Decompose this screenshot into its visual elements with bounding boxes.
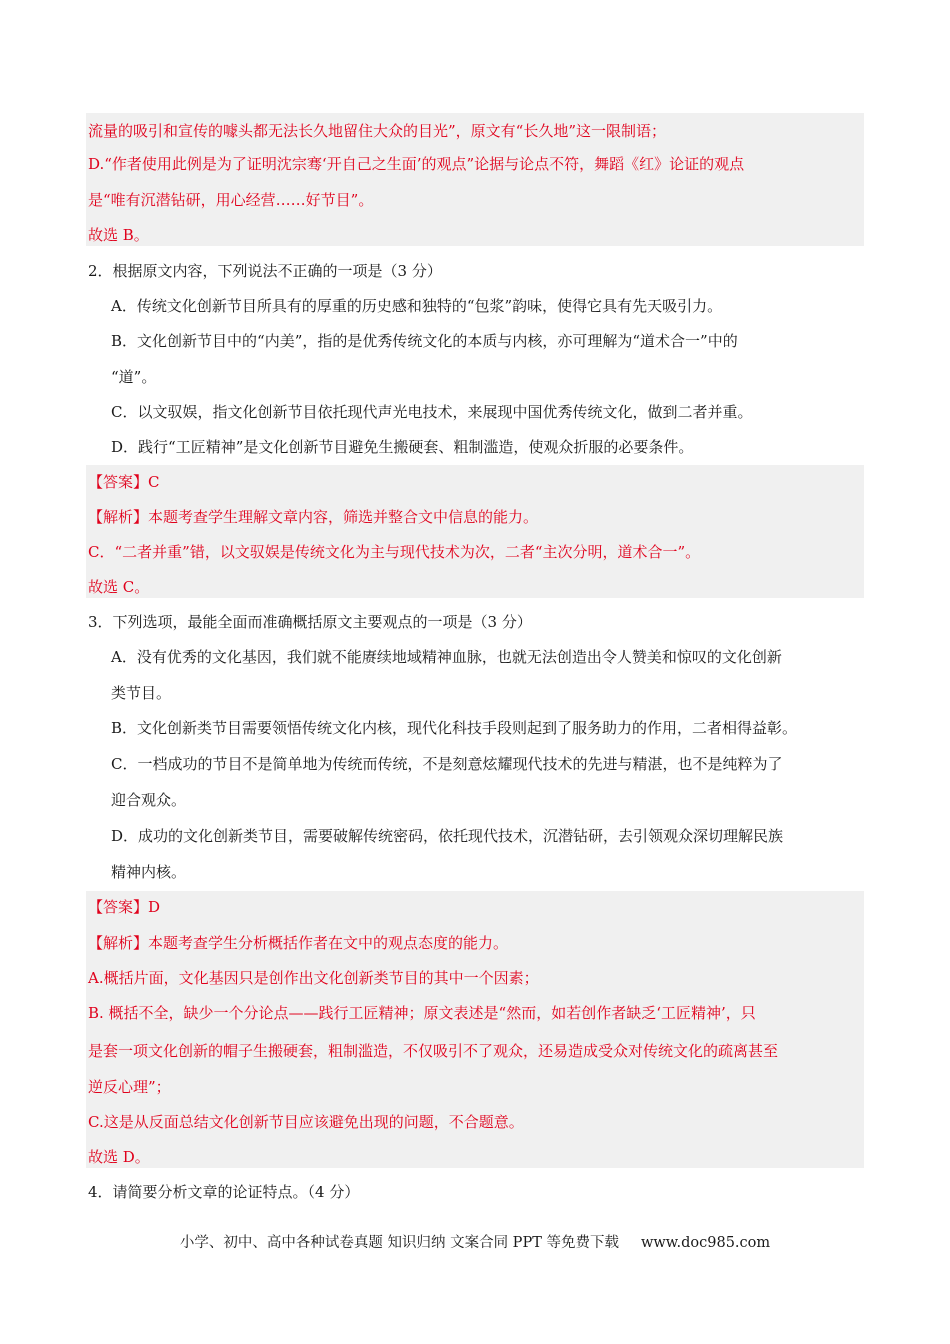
- q2-conclusion: 故选 C。: [88, 578, 150, 596]
- q3-analysis: A.概括片面，文化基因只是创作出文化创新类节目的其中一个因素；: [88, 969, 539, 987]
- q2-option-c: C．以文驭娱，指文化创新节目依托现代声光电技术，来展现中国优秀传统文化，做到二者并重。: [111, 403, 753, 421]
- footer-text: 小学、初中、高中各种试卷真题 知识归纳 文案合同 PPT 等免费下载: [179, 1235, 619, 1251]
- q3-option-d: D．成功的文化创新类节目，需要破解传统密码，依托现代技术，沉潜钻研，去引领观众深切理解民族: [111, 827, 784, 845]
- page-footer: [0, 1231, 950, 1252]
- analysis-line: 是“唯有沉潜钻研，用心经营……好节目”。: [88, 191, 374, 209]
- q3-option-b: B．文化创新类节目需要领悟传统文化内核，现代化科技手段则起到了服务助力的作用，二者相得益彰。: [111, 719, 798, 737]
- q2-option-a: A．传统文化创新节目所具有的厚重的历史感和独特的“包浆”韵味，使得它具有先天吸引力。: [111, 297, 723, 315]
- q3-answer: 【答案】D: [88, 898, 161, 916]
- q3-analysis: 是套一项文化创新的帽子生搬硬套，粗制滥造，不仅吸引不了观众，还易造成受众对传统文化的疏离甚至: [88, 1042, 779, 1060]
- answer-box-2: [86, 465, 864, 598]
- q3-option-d-cont: 精神内核。: [111, 863, 187, 881]
- analysis-line: D.“作者使用此例是为了证明沈宗骞‘开自己之生面’的观点”论据与论点不符，舞蹈《红》论证的观点: [88, 155, 745, 173]
- conclusion-line: 故选 B。: [88, 226, 149, 244]
- q2-option-b-cont: “道”。: [111, 368, 157, 386]
- analysis-line: 流量的吸引和宣传的噱头都无法长久地留住大众的目光”，原文有“长久地”这一限制语；: [88, 122, 667, 140]
- q2-answer: 【答案】C: [88, 473, 160, 491]
- q3-option-c: C．一档成功的节目不是简单地为传统而传统，不是刻意炫耀现代技术的先进与精湛，也不是纯粹为了: [111, 755, 783, 773]
- q3-conclusion: 故选 D。: [88, 1148, 150, 1166]
- q3-analysis: B. 概括不全，缺少一个分论点——践行工匠精神；原文表述是“然而，如若创作者缺乏‘工匠精神’，只: [88, 1004, 756, 1022]
- question-4-stem: 4．请简要分析文章的论证特点。（4 分）: [88, 1183, 360, 1201]
- footer-url[interactable]: www.doc985.com: [640, 1235, 771, 1251]
- q2-analysis: C．“二者并重”错，以文驭娱是传统文化为主与现代技术为次，二者“主次分明，道术合一”。: [88, 543, 701, 561]
- q3-analysis: 【解析】本题考查学生分析概括作者在文中的观点态度的能力。: [88, 934, 509, 952]
- question-3-stem: 3．下列选项，最能全面而准确概括原文主要观点的一项是（3 分）: [88, 613, 532, 631]
- q2-analysis: 【解析】本题考查学生理解文章内容，筛选并整合文中信息的能力。: [88, 508, 539, 526]
- q3-analysis: 逆反心理”；: [88, 1078, 171, 1096]
- question-2-stem: 2．根据原文内容，下列说法不正确的一项是（3 分）: [88, 262, 442, 280]
- q3-option-c-cont: 迎合观众。: [111, 791, 187, 809]
- q2-option-b: B．文化创新节目中的“内美”，指的是优秀传统文化的本质与内核，亦可理解为“道术合一”中的: [111, 332, 738, 350]
- q3-option-a-cont: 类节目。: [111, 684, 172, 702]
- q3-analysis: C.这是从反面总结文化创新节目应该避免出现的问题，不合题意。: [88, 1113, 524, 1131]
- q2-option-d: D．践行“工匠精神”是文化创新节目避免生搬硬套、粗制滥造，使观众折服的必要条件。: [111, 438, 694, 456]
- q3-option-a: A．没有优秀的文化基因，我们就不能赓续地域精神血脉，也就无法创造出令人赞美和惊叹的文化创新: [111, 648, 782, 666]
